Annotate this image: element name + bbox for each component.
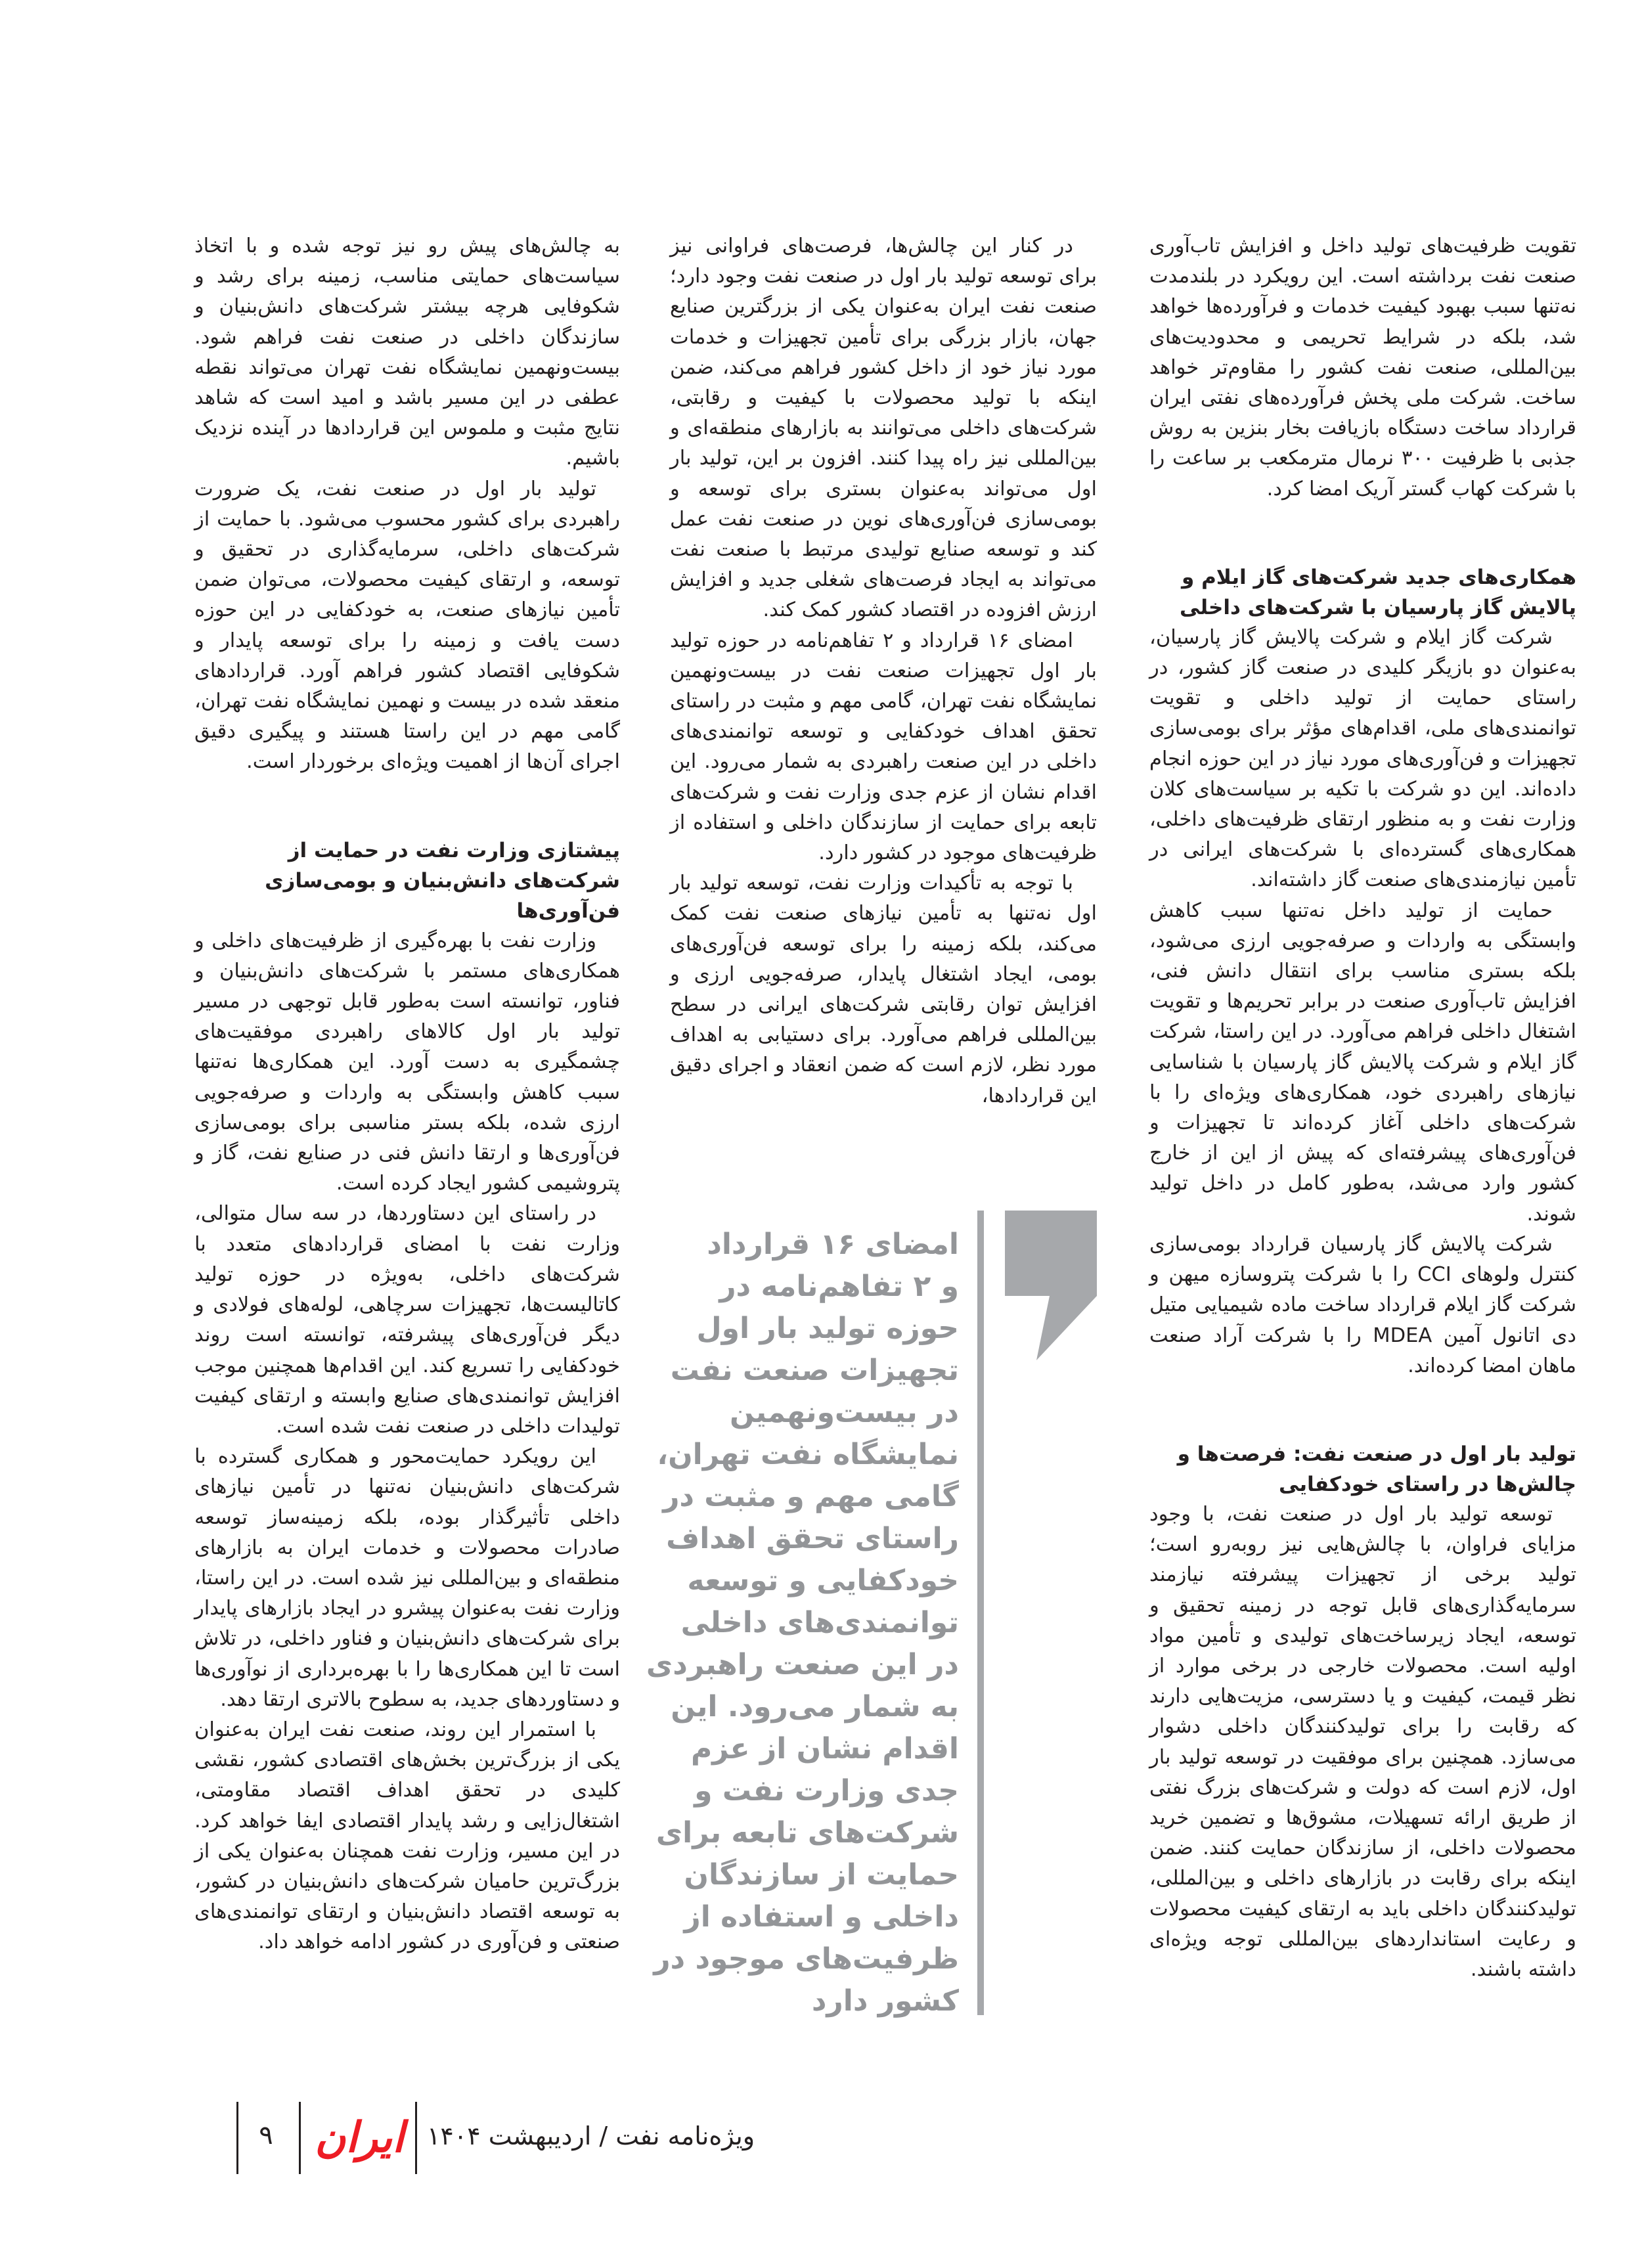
paragraph: شرکت پالایش گاز پارسیان قرارداد بومی‌سازی کنترل ولوهای CCI را با شرکت پتروسازه میهن و شرکت گاز ایلام قرارداد ساخت ماده شیمیایی متیل دی اتانول آمین MDEA را با شرکت آراد صنعت ماهان امضا کرده‌اند. bbox=[1149, 1232, 1576, 1377]
paragraph: حمایت از تولید داخل نه‌تنها سبب کاهش وابستگی به واردات و صرفه‌جویی ارزی می‌شود، بلکه بستری مناسب برای انتقال دانش فنی، افزایش تاب‌آوری صنعت در برابر تحریم‌ها و تقویت اشتغال داخلی فراهم می‌آورد. در این راستا، شرکت گاز ایلام و شرکت پالایش گاز پارسیان با شناسایی نیازهای راهبردی خود، همکاری‌های ویژه‌ای را با شرکت‌های داخلی آغاز کرده‌اند تا تجهیزات و فن‌آوری‌های پیشرفته‌ای که پیش از این از خارج کشور وارد می‌شد، به‌طور کامل در داخل تولید شوند. bbox=[1149, 899, 1576, 1226]
paragraph: با توجه به تأکیدات وزارت نفت، توسعه تولید بار اول نه‌تنها به تأمین نیازهای صنعت نفت کمک می‌کند، بلکه زمینه را برای توسعه فن‌آوری‌های بومی، ایجاد اشتغال پایدار، صرفه‌جویی ارزی و افزایش توان رقابتی شرکت‌های ایرانی در سطح بین‌المللی فراهم می‌آورد. برای دستیابی به اهداف مورد نظر، لازم است که ضمن انعقاد و اجرای دقیق این قراردادها، bbox=[670, 872, 1097, 1107]
paragraph: در راستای این دستاوردها، در سه سال متوالی، وزارت نفت با امضای قراردادهای متعدد با شرکت‌های داخلی، به‌ویژه در حوزه تولید کاتالیست‌ها، تجهیزات سرچاهی، لوله‌های فولادی و دیگر فن‌آوری‌های پیشرفته، توانسته است روند خودکفایی را تسریع کند. این اقدام‌ها همچنین موجب افزایش توانمندی‌های صنایع وابسته و ارتقای کیفیت تولیدات داخلی در صنعت نفت شده است. bbox=[194, 1202, 620, 1438]
section-heading: تولید بار اول در صنعت نفت: فرصت‌ها و چالش‌ها در راستای خودکفایی bbox=[1177, 1442, 1576, 1496]
paragraph: امضای ۱۶ قرارداد و ۲ تفاهم‌نامه در حوزه تولید بار اول تجهیزات صنعت نفت در بیست‌ونهمین نمایشگاه نفت تهران، گامی مهم و مثبت در راستای تحقق اهداف خودکفایی و توسعه توانمندی‌های داخلی در این صنعت راهبردی به شمار می‌رود. این اقدام نشان از عزم جدی وزارت نفت و شرکت‌های تابعه برای حمایت از سازندگان داخلی و استفاده از ظرفیت‌های موجود در کشور دارد. bbox=[670, 629, 1097, 865]
article-column-middle bbox=[670, 231, 1097, 1111]
paragraph: تولید بار اول در صنعت نفت، یک ضرورت راهبردی برای کشور محسوب می‌شود. با حمایت از شرکت‌های داخلی، سرمایه‌گذاری در تحقیق و توسعه، و ارتقای کیفیت محصولات، می‌توان ضمن تأمین نیازهای صنعت، به خودکفایی در این حوزه دست یافت و زمینه را برای توسعه پایدار و شکوفایی اقتصاد کشور فراهم آورد. قراردادهای منعقد شده در بیست و نهمین نمایشگاه نفت تهران، گامی مهم در این راستا هستند و پیگیری دقیق اجرای آن‌ها از اهمیت ویژه‌ای برخوردار است. bbox=[194, 477, 620, 774]
article-column-right bbox=[1149, 231, 1576, 1985]
paragraph: این رویکرد حمایت‌محور و همکاری گسترده با شرکت‌های دانش‌بنیان نه‌تنها در تأمین نیازهای داخلی تأثیرگذار بوده، بلکه زمینه‌ساز توسعه صادرات محصولات و خدمات ایران به بازارهای منطقه‌ای و بین‌المللی نیز شده است. در این راستا، وزارت نفت به‌عنوان پیشرو در ایجاد بازارهای پایدار برای شرکت‌های دانش‌بنیان و فناور داخلی، در تلاش است تا این همکاری‌ها را با بهره‌برداری از نوآوری‌ها و دستاوردهای جدید، به سطوح بالاتری ارتقا دهد. bbox=[194, 1445, 620, 1711]
paragraph: در کنار این چالش‌ها، فرصت‌های فراوانی نیز برای توسعه تولید بار اول در صنعت نفت وجود دارد؛ صنعت نفت ایران به‌عنوان یکی از بزرگترین صنایع جهان، بازار بزرگی برای تأمین تجهیزات و خدمات مورد نیاز خود از داخل کشور فراهم می‌کند، ضمن اینکه با تولید محصولات با کیفیت و رقابتی، شرکت‌های داخلی می‌توانند به بازارهای منطقه‌ای و بین‌المللی نیز راه پیدا کنند. افزون بر این، تولید بار اول می‌تواند به‌عنوان بستری برای توسعه و بومی‌سازی فن‌آوری‌های نوین در صنعت نفت عمل کند و توسعه صنایع تولیدی مرتبط با صنعت نفت می‌تواند به ایجاد فرصت‌های شغلی جدید و افزایش ارزش افزوده در اقتصاد کشور کمک کند. bbox=[670, 234, 1097, 622]
pull-quote-text: امضای ۱۶ قرارداد و ۲ تفاهم‌نامه در حوزه تولید بار اول تجهیزات صنعت نفت در بیست‌ونهمین نمایشگاه نفت تهران، گامی مهم و مثبت در راستای تحقق اهداف خودکفایی و توسعه توانمندی‌های داخلی در این صنعت راهبردی به شمار می‌رود. این اقدام نشان از عزم جدی وزارت نفت و شرکت‌های تابعه برای حمایت از سازندگان داخلی و استفاده از ظرفیت‌های موجود در کشور دارد bbox=[646, 1228, 959, 2018]
footer-divider bbox=[415, 2102, 417, 2174]
paragraph: وزارت نفت با بهره‌گیری از ظرفیت‌های داخلی و همکاری‌های مستمر با شرکت‌های دانش‌بنیان و فناور، توانسته است به‌طور قابل توجهی در مسیر تولید بار اول کالاهای راهبردی موفقیت‌های چشمگیری به دست آورد. این همکاری‌ها نه‌تنها سبب کاهش وابستگی به واردات و صرفه‌جویی ارزی شده، بلکه بستر مناسبی برای بومی‌سازی فن‌آوری‌ها و ارتقا دانش فنی در صنایع نفت، گاز و پتروشیمی کشور ایجاد کرده است. bbox=[194, 929, 620, 1195]
page-number: ۹ bbox=[259, 2120, 273, 2150]
iran-newspaper-logo: ایران bbox=[315, 2113, 404, 2162]
page-footer bbox=[230, 2102, 821, 2174]
article-column-left bbox=[194, 231, 620, 1958]
paragraph: توسعه تولید بار اول در صنعت نفت، با وجود مزایای فراوان، با چالش‌هایی نیز روبه‌رو است؛ تولید برخی از تجهیزات پیشرفته نیازمند سرمایه‌گذاری‌های قابل توجه در زمینه تحقیق و توسعه، ایجاد زیرساخت‌های تولیدی و تأمین مواد اولیه است. محصولات خارجی در برخی موارد از نظر قیمت، کیفیت و یا دسترسی، مزیت‌هایی دارند که رقابت را برای تولیدکنندگان داخلی دشوار می‌سازد. همچنین برای موفقیت در توسعه تولید بار اول، لازم است که دولت و شرکت‌های بزرگ نفتی از طریق ارائه تسهیلات، مشوق‌ها و تضمین خرید محصولات داخلی، از سازندگان حمایت کنند. ضمن اینکه برای رقابت در بازارهای داخلی و بین‌المللی، تولیدکنندگان داخلی باید به ارتقای کیفیت محصولات و رعایت استانداردهای بین‌المللی توجه ویژه‌ای داشته باشند. bbox=[1149, 1502, 1576, 1981]
quote-divider-bar bbox=[977, 1211, 984, 2015]
section-heading: پیشتازی وزارت نفت در حمایت از شرکت‌های دانش‌بنیان و بومی‌سازی فن‌آوری‌ها bbox=[265, 838, 620, 923]
paragraph: شرکت گاز ایلام و شرکت پالایش گاز پارسیان، به‌عنوان دو بازیگر کلیدی در صنعت گاز کشور، در راستای حمایت از تولید داخلی و تقویت توانمندی‌های ملی، اقدام‌های مؤثر برای بومی‌سازی تجهیزات و فن‌آوری‌های مورد نیاز در این حوزه انجام داده‌اند. این دو شرکت با تکیه بر سیاست‌های کلان وزارت نفت و به منظور ارتقای ظرفیت‌های داخلی، همکاری‌های گسترده‌ای با شرکت‌های ایرانی در تأمین نیازمندی‌های صنعت گاز داشته‌اند. bbox=[1149, 625, 1576, 892]
footer-divider bbox=[299, 2102, 301, 2174]
issue-label: ویژه‌نامه نفت / اردیبهشت ۱۴۰۴ bbox=[427, 2122, 755, 2150]
closing-quote-mark-icon bbox=[1005, 1211, 1097, 1362]
paragraph: با استمرار این روند، صنعت نفت ایران به‌عنوان یکی از بزرگ‌ترین بخش‌های اقتصادی کشور، نقشی کلیدی در تحقق اهداف اقتصاد مقاومتی، اشتغال‌زایی و رشد پایدار اقتصادی ایفا خواهد کرد. در این مسیر، وزارت نفت همچنان به‌عنوان یکی از بزرگ‌ترین حامیان شرکت‌های دانش‌بنیان در کشور، به توسعه اقتصاد دانش‌بنیان و ارتقای توانمندی‌های صنعتی و فن‌آوری در کشور ادامه خواهد داد. bbox=[194, 1718, 620, 1954]
footer-divider bbox=[236, 2102, 238, 2174]
section-heading: همکاری‌های جدید شرکت‌های گاز ایلام و پالایش گاز پارسیان با شرکت‌های داخلی bbox=[1179, 565, 1576, 619]
pull-quote bbox=[646, 1211, 1097, 2018]
paragraph: تقویت ظرفیت‌های تولید داخل و افزایش تاب‌آوری صنعت نفت برداشته است. این رویکرد در بلندمدت نه‌تنها سبب بهبود کیفیت خدمات و فرآورده‌ها خواهد شد، بلکه در شرایط تحریمی و محدودیت‌های بین‌المللی، صنعت نفت کشور را مقاوم‌تر خواهد ساخت. شرکت ملی پخش فرآورده‌های نفتی ایران قرارداد ساخت دستگاه بازیافت بخار بنزین به روش جذبی با ظرفیت ۳۰۰ نرمال مترمکعب بر ساعت را با شرکت کهاب گستر آریک امضا کرد. bbox=[1149, 234, 1576, 500]
paragraph: به چالش‌های پیش رو نیز توجه شده و با اتخاذ سیاست‌های حمایتی مناسب، زمینه برای رشد و شکوفایی هرچه بیشتر شرکت‌های دانش‌بنیان و سازندگان داخلی در صنعت نفت فراهم شود. بیست‌ونهمین نمایشگاه نفت تهران می‌تواند نقطه عطفی در این مسیر باشد و امید است که شاهد نتایج مثبت و ملموس این قراردادها در آینده نزدیک باشیم. bbox=[194, 234, 620, 470]
